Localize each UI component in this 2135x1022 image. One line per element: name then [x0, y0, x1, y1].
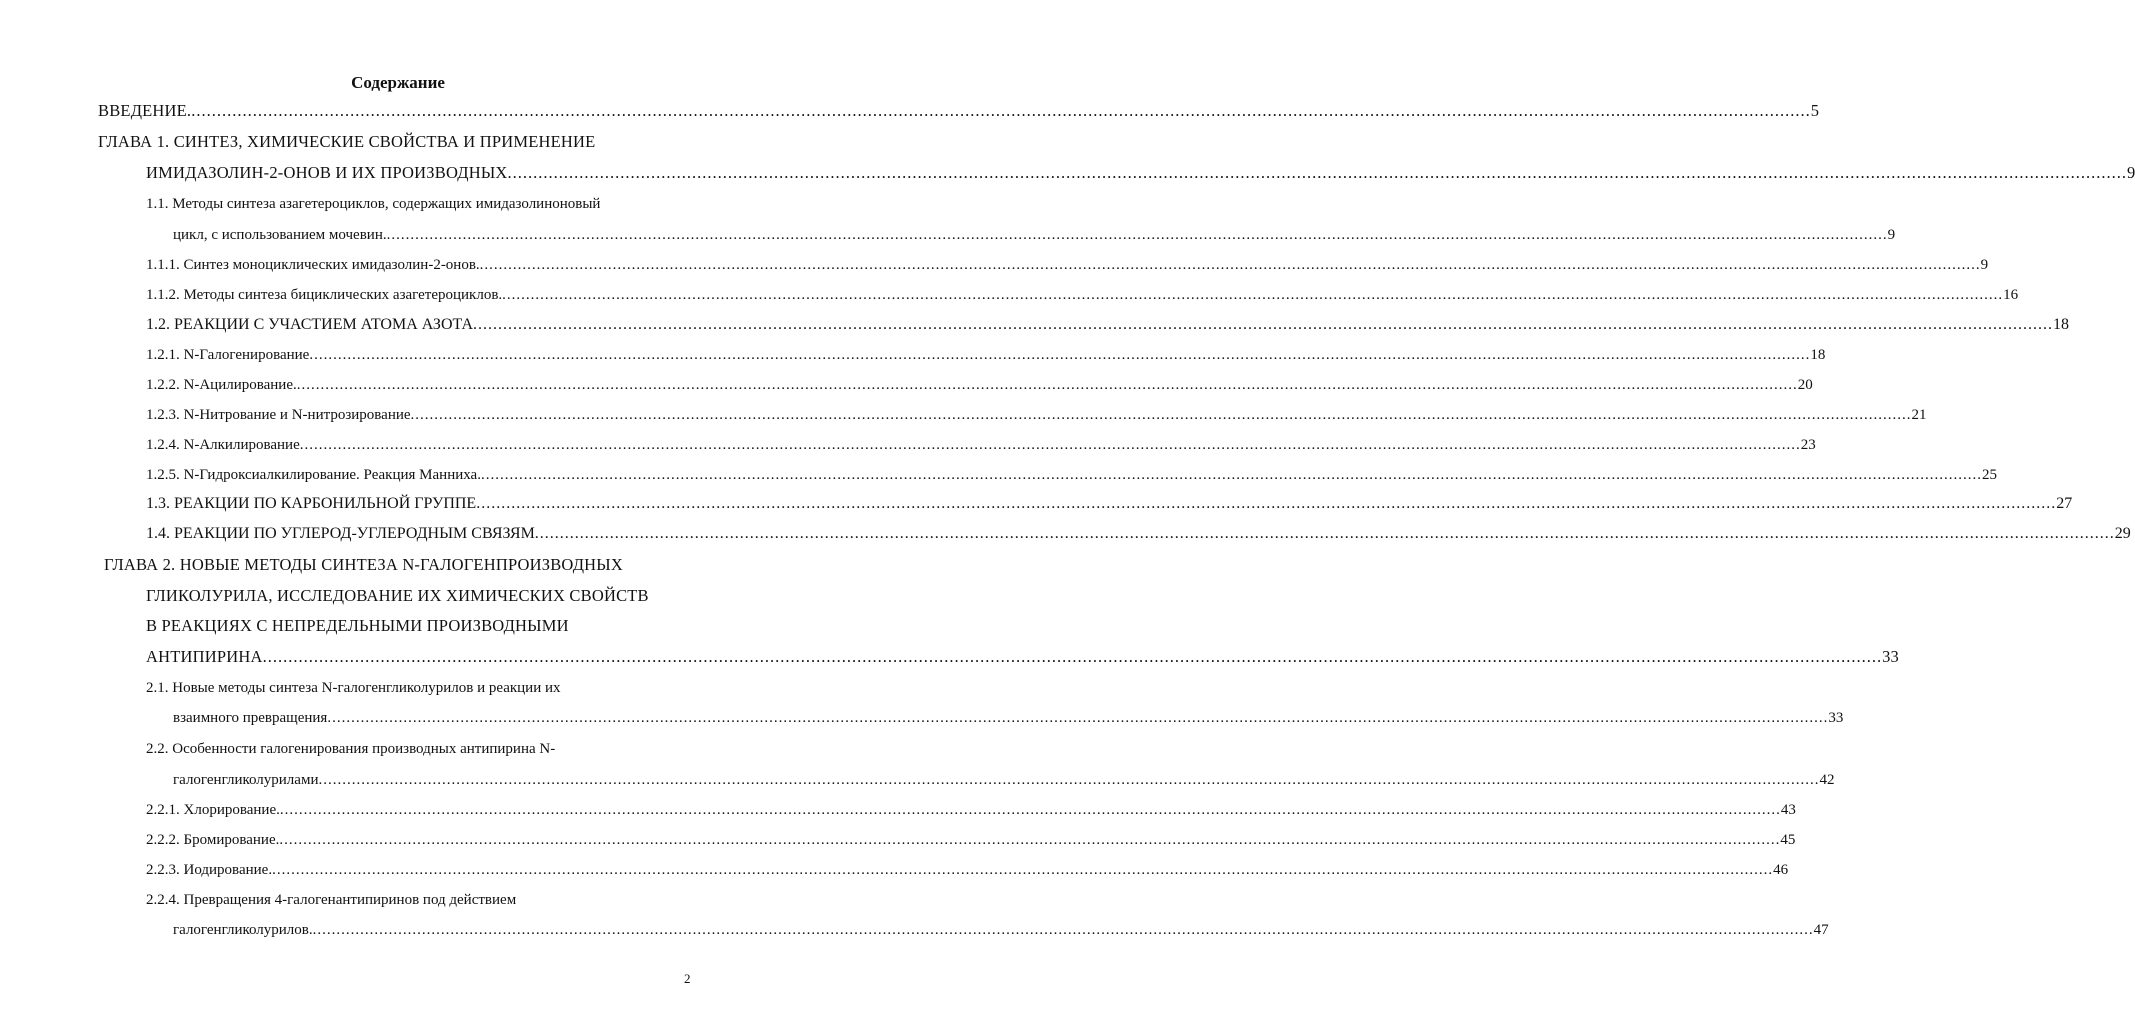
dot-leader: ............................................................................................................................................................................................................................................................................................................................	[318, 772, 1820, 788]
toc-entry-2-2-3	[146, 859, 1789, 881]
toc-page-number: 25	[1981, 467, 1997, 483]
dot-leader: ............................................................................................................................................................................................................................................................................................................................	[312, 922, 1814, 938]
toc-entry-text: 1.2.5. N-Гидроксиалкилирование. Реакция Манниха.	[146, 467, 481, 483]
dot-leader: ............................................................................................................................................................................................................................................................................................................................	[191, 101, 1811, 120]
toc-entry-1-2-1	[146, 344, 1826, 366]
toc-entry-2-2-4	[173, 919, 1829, 941]
toc-page-number: 47	[1813, 922, 1829, 938]
toc-entry-1-3	[146, 493, 2073, 515]
toc-entry-text: 2.2.1. Хлорирование.	[146, 802, 280, 818]
toc-entry-text: 1.2. РЕАКЦИИ С УЧАСТИЕМ АТОМА АЗОТА	[146, 316, 474, 333]
dot-leader: ............................................................................................................................................................................................................................................................................................................................	[296, 377, 1798, 393]
dot-leader: ............................................................................................................................................................................................................................................................................................................................	[473, 316, 2054, 333]
toc-entry-1-2-3	[146, 404, 1927, 426]
toc-page-number: 46	[1773, 862, 1789, 878]
dot-leader: ............................................................................................................................................................................................................................................................................................................................	[279, 802, 1781, 818]
toc-entry-chapter-2-line-3: В РЕАКЦИЯХ С НЕПРЕДЕЛЬНЫМИ ПРОИЗВОДНЫМИ	[146, 616, 569, 635]
toc-entry-1-1-2	[146, 284, 2019, 306]
toc-entry-2-1	[173, 707, 1844, 729]
toc-entry-chapter-1	[146, 162, 2135, 184]
toc-entry-text: цикл, с использованием мочевин.	[173, 227, 387, 243]
page-title: Содержание	[351, 73, 445, 92]
toc-entry-chapter-2	[146, 646, 1899, 668]
toc-entry-1-2-2	[146, 374, 1813, 396]
toc-entry-1-1	[173, 224, 1896, 246]
toc-entry-text: ВВЕДЕНИЕ.	[98, 101, 192, 120]
dot-leader: ............................................................................................................................................................................................................................................................................................................................	[386, 227, 1888, 243]
toc-page-number: 16	[2003, 287, 2019, 303]
toc-entry-text: 1.2.4. N-Алкилирование	[146, 437, 300, 453]
toc-entry-2-2-1	[146, 799, 1796, 821]
toc-page-number: 18	[1810, 347, 1826, 363]
toc-entry-1-4	[146, 523, 2131, 545]
toc-entry-text: галогенгликолурилов.	[173, 922, 313, 938]
toc-entry-text: 1.4. РЕАКЦИИ ПО УГЛЕРОД-УГЛЕРОДНЫМ СВЯЗЯМ	[146, 525, 535, 542]
dot-leader: ............................................................................................................................................................................................................................................................................................................................	[299, 437, 1801, 453]
toc-entry-text: ИМИДАЗОЛИН-2-ОНОВ И ИХ ПРОИЗВОДНЫХ	[146, 163, 508, 182]
toc-entry-text: АНТИПИРИНА	[146, 647, 263, 666]
dot-leader: ............................................................................................................................................................................................................................................................................................................................	[502, 287, 2004, 303]
toc-entry-text: 1.2.1. N-Галогенирование	[146, 347, 310, 363]
toc-entry-introduction	[98, 100, 1820, 122]
toc-entry-2-2-2	[146, 829, 1796, 851]
toc-entry-text: галогенгликолурилами	[173, 772, 319, 788]
toc-entry-text: взаимного превращения	[173, 710, 328, 726]
toc-entry-1-2	[146, 314, 2070, 336]
toc-entry-chapter-2-line-2: ГЛИКОЛУРИЛА, ИССЛЕДОВАНИЕ ИХ ХИМИЧЕСКИХ СВОЙСТВ	[146, 586, 649, 605]
toc-page-number: 33	[1828, 710, 1844, 726]
toc-page-number: 27	[2056, 495, 2073, 512]
toc-entry-chapter-2-line-1: ГЛАВА 2. НОВЫЕ МЕТОДЫ СИНТЕЗА N-ГАЛОГЕНПРОИЗВОДНЫХ	[104, 555, 623, 574]
toc-page-number: 29	[2114, 525, 2131, 542]
toc-entry-2-2-4-line-1: 2.2.4. Превращения 4-галогенантипиринов под действием	[146, 892, 517, 908]
toc-page-number: 9	[1980, 257, 1989, 273]
toc-entry-text: 2.2.3. Иодирование.	[146, 862, 273, 878]
toc-entry-2-2	[173, 769, 1835, 791]
toc-page-number: 5	[1810, 101, 1820, 120]
toc-entry-text: 1.1.1. Синтез моноциклических имидазолин-2-онов.	[146, 257, 480, 273]
toc-page-number: 18	[2053, 316, 2070, 333]
toc-entry-1-1-1	[146, 254, 1989, 276]
dot-leader: ............................................................................................................................................................................................................................................................................................................................	[507, 163, 2128, 182]
toc-entry-2-1-line-1: 2.1. Новые методы синтеза N-галогенгликолурилов и реакции их	[146, 680, 561, 696]
toc-page-number: 9	[2127, 163, 2135, 182]
dot-leader: ............................................................................................................................................................................................................................................................................................................................	[272, 862, 1774, 878]
toc-entry-1-1-line-1: 1.1. Методы синтеза азагетероциклов, содержащих имидазолиноновый	[146, 196, 601, 212]
dot-leader: ............................................................................................................................................................................................................................................................................................................................	[480, 467, 1982, 483]
toc-entry-text: 2.2.2. Бромирование.	[146, 832, 280, 848]
toc-page-number: 45	[1780, 832, 1796, 848]
toc-entry-text: 1.1.2. Методы синтеза бициклических азагетероциклов.	[146, 287, 503, 303]
toc-page-number: 20	[1797, 377, 1813, 393]
dot-leader: ............................................................................................................................................................................................................................................................................................................................	[262, 647, 1883, 666]
toc-page-number: 33	[1882, 647, 1899, 666]
toc-entry-text: 1.2.2. N-Ацилирование.	[146, 377, 297, 393]
toc-entry-text: 1.2.3. N-Нитрование и N-нитрозирование	[146, 407, 411, 423]
toc-entry-chapter-1-line-1: ГЛАВА 1. СИНТЕЗ, ХИМИЧЕСКИЕ СВОЙСТВА И ПРИМЕНЕНИЕ	[98, 132, 596, 151]
toc-entry-2-2-line-1: 2.2. Особенности галогенирования производных антипирина N-	[146, 741, 556, 757]
page-number: 2	[684, 971, 691, 986]
dot-leader: ............................................................................................................................................................................................................................................................................................................................	[410, 407, 1912, 423]
toc-page-number: 23	[1800, 437, 1816, 453]
toc-page-number: 43	[1780, 802, 1796, 818]
toc-entry-text: 1.3. РЕАКЦИИ ПО КАРБОНИЛЬНОЙ ГРУППЕ	[146, 495, 477, 512]
dot-leader: ............................................................................................................................................................................................................................................................................................................................	[479, 257, 1981, 273]
dot-leader: ............................................................................................................................................................................................................................................................................................................................	[534, 525, 2115, 542]
dot-leader: ............................................................................................................................................................................................................................................................................................................................	[279, 832, 1781, 848]
toc-page-number: 42	[1819, 772, 1835, 788]
toc-page-number: 9	[1887, 227, 1896, 243]
dot-leader: ............................................................................................................................................................................................................................................................................................................................	[309, 347, 1811, 363]
dot-leader: ............................................................................................................................................................................................................................................................................................................................	[327, 710, 1829, 726]
dot-leader: ............................................................................................................................................................................................................................................................................................................................	[476, 495, 2057, 512]
toc-page-number: 21	[1911, 407, 1927, 423]
toc-entry-1-2-5	[146, 464, 1997, 486]
toc-entry-1-2-4	[146, 434, 1816, 456]
